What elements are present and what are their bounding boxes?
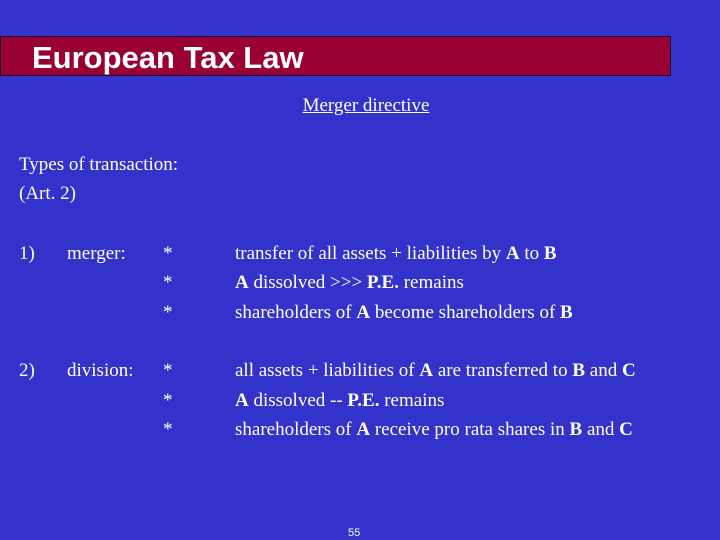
item-label: merger: — [67, 243, 126, 264]
text-run: and — [582, 419, 620, 440]
text-run-bold: C — [621, 360, 636, 381]
text-run-bold: A — [505, 243, 520, 264]
item-number: 2) — [19, 360, 35, 381]
item-number: 1) — [19, 243, 35, 264]
text-run-bold: A — [356, 419, 371, 440]
text-run-bold: B — [569, 419, 583, 440]
bullet-marker: * — [163, 243, 173, 264]
title-bar — [0, 36, 671, 76]
text-run-bold: P.E. — [366, 272, 399, 293]
bullet-text — [235, 359, 636, 383]
text-run-bold: B — [560, 302, 573, 323]
text-run: shareholders of — [235, 419, 357, 440]
text-run-bold: A — [356, 302, 371, 323]
text-run: remains — [398, 272, 464, 293]
item-label: division: — [67, 360, 134, 381]
text-run-bold: C — [619, 419, 633, 440]
text-run: receive pro rata shares in — [370, 419, 570, 440]
bullet-text — [235, 271, 464, 295]
page-number: 55 — [348, 527, 361, 539]
bullet-text — [235, 301, 573, 325]
text-run: are transferred to — [433, 360, 573, 381]
intro-line-types: Types of transaction: — [19, 154, 179, 175]
text-run: and — [585, 360, 622, 381]
text-run: become shareholders of — [370, 302, 561, 323]
bullet-marker: * — [163, 390, 173, 411]
text-run-bold: A — [419, 360, 434, 381]
slide-title: European Tax Law — [32, 40, 304, 75]
text-run: dissolved >>> — [248, 272, 367, 293]
text-run: to — [519, 243, 544, 264]
slide-subtitle: Merger directive — [302, 95, 430, 116]
text-run: all assets + liabilities of — [235, 360, 420, 381]
bullet-text — [235, 242, 557, 266]
bullet-text — [235, 389, 444, 413]
text-run: transfer of all assets + liabilities by — [235, 243, 506, 264]
intro-line-article: (Art. 2) — [19, 183, 76, 204]
text-run: dissolved -- — [248, 390, 348, 411]
text-run-bold: P.E. — [347, 390, 380, 411]
bullet-text — [235, 418, 633, 442]
text-run-bold: B — [572, 360, 586, 381]
text-run-bold: A — [235, 390, 249, 411]
text-run: shareholders of — [235, 302, 357, 323]
bullet-marker: * — [163, 272, 173, 293]
bullet-marker: * — [163, 302, 173, 323]
text-run: remains — [379, 390, 445, 411]
bullet-marker: * — [163, 360, 173, 381]
text-run-bold: A — [235, 272, 249, 293]
bullet-marker: * — [163, 419, 173, 440]
text-run-bold: B — [543, 243, 557, 264]
